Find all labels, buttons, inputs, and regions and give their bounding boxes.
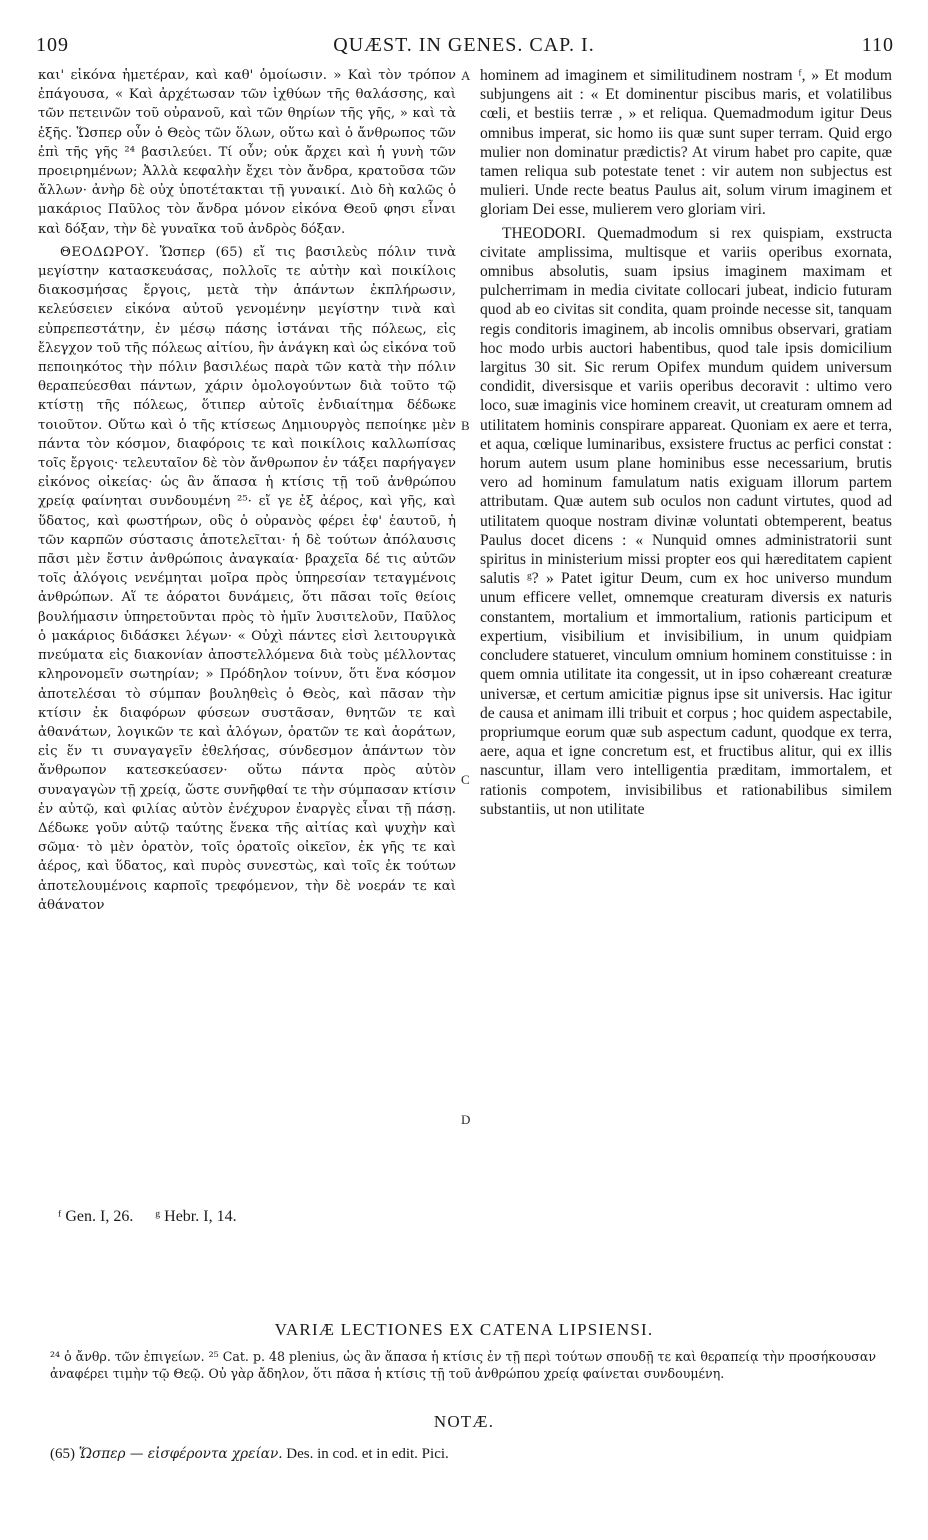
note-greek-lemma: Ὥσπερ — εἰσφέροντα χρείαν. — [78, 1446, 283, 1462]
latin-speaker-label: THEODORI. — [502, 224, 586, 242]
latin-paragraph-1: hominem ad imaginem et similitudinem nostram ᶠ, » Et modum subjungens ait : « Et dominentur piscibus maris, et volatilibus cœli, et bestiis terræ , » et reliqua. Quemadmodum igitur Deus omnibus imperat, sic homo iis quæ sunt super terram. Quid ergo mulier non dominatur prædictis? At virum habet pro capite, quæ tamen reliqua sub potestate tenet : vir autem non subjectus est mulieri. Unde recte beatus Paulus ait, solum virum imaginem et gloriam Dei esse, mulierem vero gloriam viri. — [480, 67, 892, 219]
footnote-f: ᶠ Gen. I, 26. — [58, 1208, 134, 1225]
greek-column — [38, 66, 456, 915]
page-number-left: 109 — [36, 34, 69, 56]
variae-lectiones-title: VARIÆ LECTIONES EX CATENA LIPSIENSI. — [274, 1320, 654, 1339]
running-header — [30, 34, 898, 64]
notae-title: NOTÆ. — [433, 1412, 495, 1431]
margin-letter-c: C — [461, 772, 470, 787]
greek-speaker-label: ΘΕΟΔΩΡΟΥ. — [60, 244, 150, 260]
latin-column — [480, 66, 892, 819]
margin-letter-b: B — [461, 418, 470, 433]
footnote-g: ᵍ Hebr. I, 14. — [155, 1208, 237, 1225]
note-number: (65) — [50, 1446, 75, 1462]
variae-lectiones-text: ²⁴ ὁ ἄνθρ. τῶν ἐπιγείων. ²⁵ Cat. p. 48 plenius, ὡς ἂν ἅπασα ἡ κτίσις ἐν τῇ περὶ τούτων σπουδῇ τε καὶ θεραπείᾳ τὴν προσήκουσαν ἀναφέρει τιμὴν τῷ Θεῷ. Οὐ γὰρ ἄδηλον, ὅτι πᾶσα ἡ κτίσις τῇ τοῦ ἀνθρώπου χρείᾳ φαίνεται συνδουμένη. — [50, 1349, 877, 1381]
greek-paragraph-1: και' εἰκόνα ἡμετέραν, καὶ καθ' ὁμοίωσιν. » Καὶ τὸν τρόπον ἐπάγουσα, « Καὶ ἀρχέτωσαν τῶν ἰχθύων τῆς θαλάσσης, καὶ τῶν πετεινῶν τοῦ οὐρανοῦ, καὶ τῶν θηρίων τῆς γῆς, » καὶ τὰ ἑξῆς. Ὥσπερ οὖν ὁ Θεὸς τῶν ὅλων, οὕτω καὶ ὁ ἄνθρωπος τῶν ἐπὶ τῆς γῆς ²⁴ βασιλεύει. Τί οὖν; οὐκ ἄρχει καὶ ἡ γυνὴ τῶν προειρημένων; Ἀλλὰ κεφαλὴν ἔχει τὸν ἄνδρα, κρατοῦσα τῶν ἄλλων· ἀνὴρ δὲ οὐχ ὑποτέτακται τῇ γυναικί. Διὸ δὴ καλῶς ὁ μακάριος Παῦλος τὸν ἄνδρα μόνον εἰκόνα Θεοῦ φησι εἶναι καὶ δόξαν, τὴν δὲ γυναῖκα τοῦ ἀνδρὸς δόξαν. — [38, 68, 456, 237]
greek-paragraph-2 — [38, 243, 456, 915]
footnotes — [58, 1208, 255, 1226]
margin-letter-a: A — [461, 68, 471, 83]
margin-letter-d: D — [461, 1112, 471, 1127]
running-title: QUÆST. IN GENES. CAP. I. — [333, 34, 595, 56]
latin-paragraph-2 — [480, 224, 892, 819]
note-comment: Des. in cod. et in edit. Pici. — [286, 1446, 449, 1462]
page-number-right: 110 — [861, 34, 894, 56]
notae-text — [50, 1446, 890, 1463]
greek-paragraph-2-text: Ὥσπερ (65) εἴ τις βασιλεὺς πόλιν τινὰ μεγίστην κατασκευάσας, πολλοῖς τε αὐτὴν καὶ ποικίλοις διακοσμήσας ἔργοις, μετὰ τὴν ἁπάντων ἐκπλήρωσιν, κελεύσειεν εἰκόνα αὐτοῦ γενομένην μεγίστην τινὰ καὶ εὐπρεπεστάτην, ἐν μέσῳ πάσης ἱστάναι τῆς πόλεως, εἰς ἔλεγχον τοῦ τῆς πόλεως αἰτίου, ἣν ἀνάγκη καὶ ὡς εἰκόνα τοῦ πεποιηκότος τὴν πόλιν βασιλέως παρὰ τῶν κατὰ τὴν πόλιν θεραπεύεσθαι πάντων, χάριν ὁμολογούντων διὰ τοῦτο τῷ κτίστῃ τῆς πόλεως, ὅτιπερ αὐτοῖς ἐνδιαίτημα δέδωκε τοιοῦτον. Οὕτω καὶ ὁ τῆς κτίσεως Δημιουργὸς πεποίηκε μὲν πάντα τὸν κόσμον, διαφόροις τε καὶ ποικίλοις καλλωπίσας τοῖς ἔργοις· τελευταῖον δὲ τὸν ἄνθρωπον ἐν τάξει παρήγαγεν εἰκόνος οἰκείας· ὡς ἂν ἅπασα ἡ κτίσις τῇ τοῦ ἀνθρώπου χρείᾳ φαίνηται συνδουμένη ²⁵· εἴ γε ἐξ ἀέρος, καὶ γῆς, καὶ ὕδατος, καὶ φωστήρων, οὓς ὁ οὐρανὸς φέρει ἐφ' ἑαυτοῦ, ἡ τῶν καρπῶν σύστασις ἀποτελεῖται· ἡ δὲ τούτων ἀπόλαυσις πᾶσι μὲν ἔστιν ἀνθρώποις ἀναγκαία· βραχεῖα δέ τις αὐτῶν τοῖς ἀλόγοις νενέμηται μοῖρα πρὸς ὑπηρεσίαν τεταγμένοις ἀνθρώπων. Αἵ τε ἀόρατοι δυνάμεις, ὅτι πᾶσαι τοῖς θείοις βουλήμασιν ὑπηρετοῦνται πρὸς τὸ ἡμῖν λυσιτελοῦν, Παῦλος ὁ μακάριος διδάσκει λέγων· « Οὐχὶ πάντες εἰσὶ λειτουργικὰ πνεύματα εἰς διακονίαν ἀποστελλόμενα διὰ τοὺς μέλλοντας κληρονομεῖν σωτηρίαν; » Πρόδηλον τοίνυν, ὅτι ἕνα κόσμον ἀποτελέσαι τὸ σύμπαν βουληθεὶς ὁ Θεὸς, καὶ πᾶσαν τὴν κτίσιν ἐκ διαφόρων φύσεων συστᾶσαν, θνητῶν τε καὶ ἀθανάτων, λογικῶν τε καὶ ἀλόγων, ὁρατῶν τε καὶ ἀοράτων, εἰς ἕν τι συναγαγεῖν ἐθελήσας, σύνδεσμον ἁπάντων τὸν ἄνθρωπον κατεσκεύασεν· οὕτω πάντα πρὸς αὐτὸν συναγαγὼν τῇ χρείᾳ, ὥστε συνῆφθαί τε τὴν σύμπασαν κτίσιν ἐν αὐτῷ, καὶ φιλίας αὐτὸν ἐνέχυρον ἐναργὲς εἶναι τῇ πάσῃ. Δέδωκε γοῦν αὐτῷ ταύτης ἕνεκα τῆς αἰτίας καὶ ψυχὴν καὶ σῶμα· τὸ μὲν ὁρατὸν, τοῖς ὁρατοῖς οἰκεῖον, ἐκ γῆς τε καὶ ἀέρος, καὶ ὕδατος, καὶ πυρὸς συνεστὼς, καὶ τοῖς ἐκ τούτων ἀποτελουμένοις καρποῖς τρεφόμενον, τὴν δὲ νοεράν τε καὶ ἀθάνατον — [38, 244, 456, 913]
latin-paragraph-2-text: Quemadmodum si rex quispiam, exstructa civitate amplissima, multisque et variis operibus exornata, omnibus absolutis, suam ipsius imaginem maximam et pulcherrimam in media civitate collocari jubeat, indicio futuram quod ab eo civitas sit condita, quam proinde necesse sit, tanquam regis conditoris imaginem, ab incolis omnibus observari, gratiam hoc modo urbis auctori habentibus, quod tale ipsis domicilium largitus 30 sit. Sic rerum Opifex mundum quidem universum condidit, diversisque et variis operibus decoravit : ultimo vero loco, suæ imaginis vice hominem creavit, ut creaturam omnem ad utilitatem hominis conspirare appareat. Quoniam ex aere et terra, et aqua, cœlique luminaribus, exsistere fructus ac perfici constat : horum autem usum plane hominibus esse necessarium, brutis vero ad hominum famulatum natis exiguam illorum partem attributam. Quæ autem sub oculos non cadunt virtutes, quod ad utilitatem quoque nostram divinæ voluntati obtemperent, beatus Paulus docet dicens : « Nunquid omnes administratorii sunt spiritus in ministerium missi propter eos qui hæreditatem capient salutis ᵍ? » Patet igitur Deum, cum ex hoc universo mundum unum efficere vellet, omnemque creaturam diversis ex naturis constantem, mortalium et immortalium, rationis participum et expertium, visibilium et invisibilium, in unum quidpiam concludere statueret, vinculum omnium hominem constituisse : in quem omnia utilitate ita congessit, ut in ipso cohæreant creaturæ universæ, et certum amicitiæ pignus ipse sit universis. Hac igitur de causa et animam illi tribuit et corpus ; hoc quidem aspectabile, propriumque eorum quæ sub aspectum cadunt, quodque ex terra, aere, aqua et igne concretum est, et fructibus alitur, qui ex illis nascuntur, illam vero intelligentia præditam, immortalem, et rationis compotem, invisibilibus et rationabilibus similem substantiis, ut non utilitate — [480, 224, 892, 818]
